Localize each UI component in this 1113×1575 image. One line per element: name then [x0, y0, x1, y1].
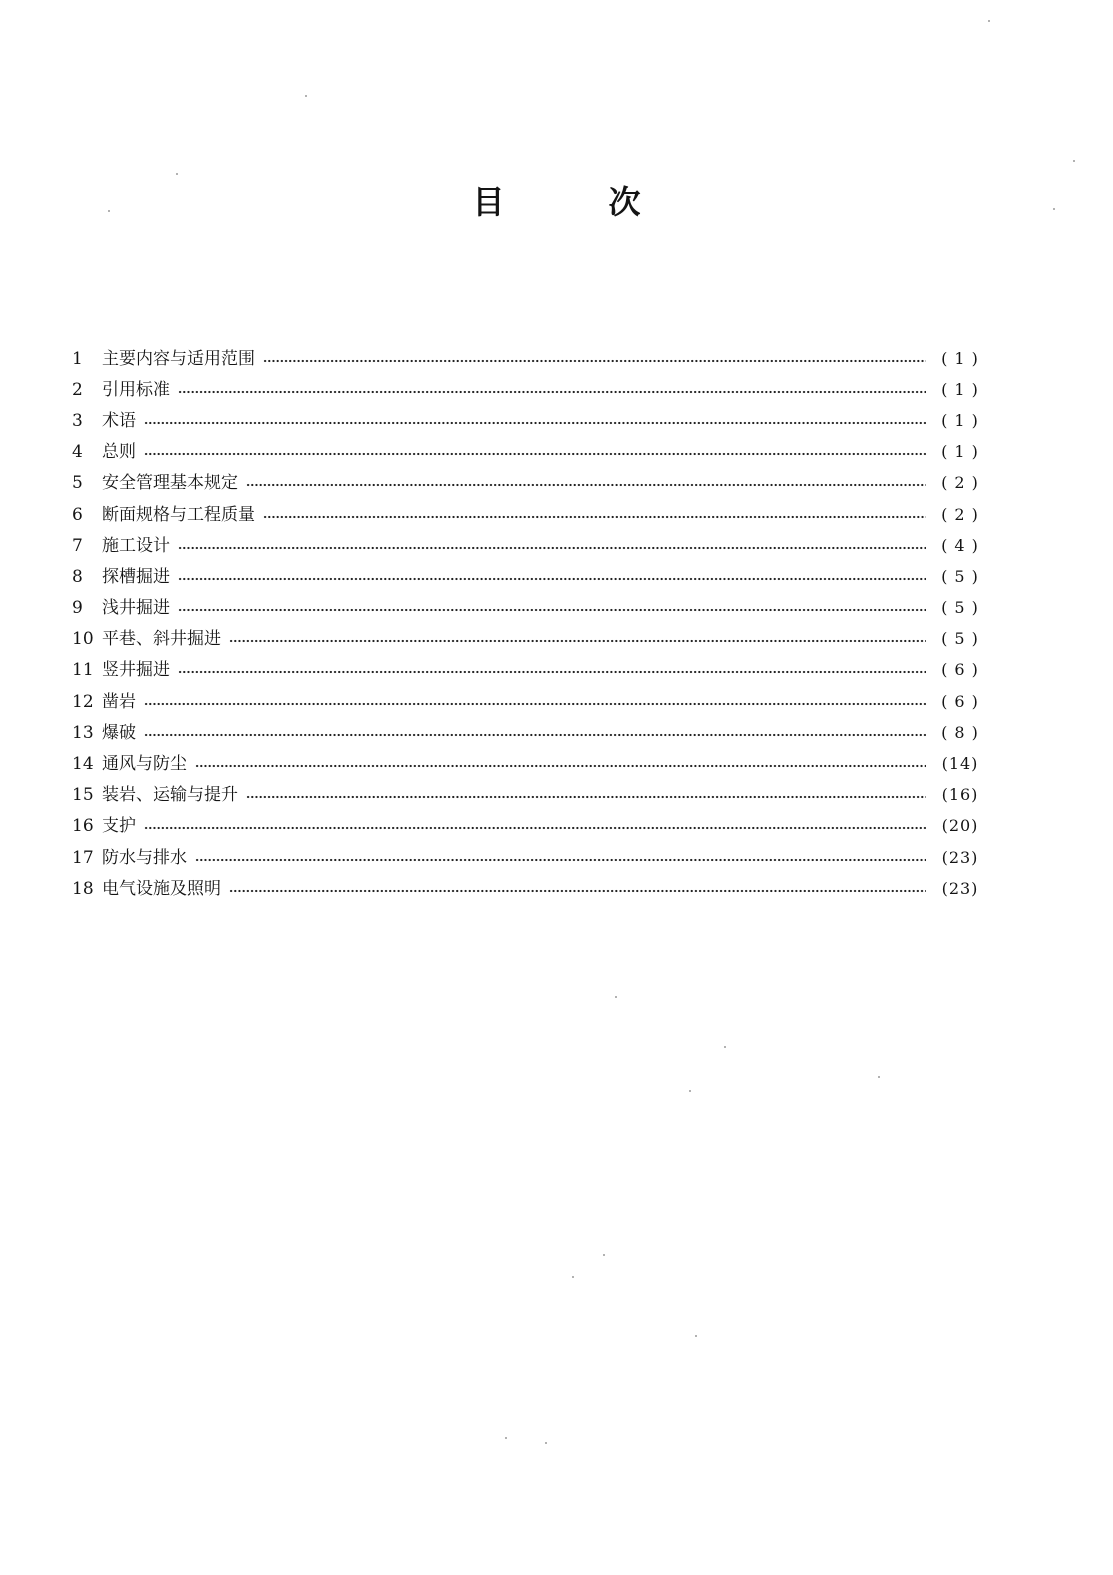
toc-entry-number: 1: [72, 348, 83, 369]
toc-entry-page: (23): [941, 847, 979, 867]
toc-dot-leader: [195, 764, 926, 768]
toc-entry-number: 12: [72, 691, 94, 712]
toc-entry[interactable]: [72, 873, 988, 904]
toc-dot-leader: [144, 702, 926, 706]
toc-entry-number: 17: [72, 847, 94, 868]
toc-entry[interactable]: [72, 811, 988, 842]
toc-entry[interactable]: [72, 468, 988, 499]
toc-entry-title: 总则: [102, 442, 136, 463]
toc-entry-title: 安全管理基本规定: [102, 473, 238, 494]
toc-dot-leader: [246, 483, 926, 487]
toc-dot-leader: [178, 577, 926, 581]
toc-entry-number: 13: [72, 722, 94, 743]
toc-entry-title: 通风与防尘: [102, 754, 187, 775]
toc-entry-page: ( 5 ): [941, 629, 979, 649]
toc-entry-title: 平巷、斜井掘进: [102, 629, 221, 650]
toc-entry-number: 3: [72, 410, 83, 431]
scan-speck: [572, 1276, 574, 1278]
toc-entry-number: 8: [72, 566, 83, 587]
title-char-2: 次: [608, 183, 641, 221]
scan-speck: [724, 1046, 726, 1048]
scan-speck: [305, 95, 307, 97]
toc-dot-leader: [263, 359, 926, 363]
toc-entry-title: 施工设计: [102, 535, 170, 556]
toc-entry[interactable]: [72, 842, 988, 873]
toc-entry[interactable]: [72, 561, 988, 592]
toc-entry[interactable]: [72, 655, 988, 686]
toc-entry-page: (16): [941, 785, 979, 805]
page-title: [0, 182, 1113, 222]
toc-entry-page: ( 8 ): [941, 722, 979, 742]
toc-entry-number: 10: [72, 629, 94, 650]
toc-entry-page: ( 1 ): [941, 442, 979, 462]
toc-entry-number: 2: [72, 379, 83, 400]
toc-entry[interactable]: [72, 405, 988, 436]
toc-dot-leader: [178, 546, 926, 550]
toc-entry-number: 16: [72, 816, 94, 837]
toc-entry-page: (14): [941, 754, 979, 774]
toc-dot-leader: [144, 826, 926, 830]
toc-dot-leader: [178, 608, 926, 612]
toc-entry-page: (23): [941, 878, 979, 898]
toc-entry-title: 防水与排水: [102, 847, 187, 868]
toc-entry-title: 探槽掘进: [102, 566, 170, 587]
toc-entry-number: 15: [72, 785, 94, 806]
toc-entry-title: 浅井掘进: [102, 598, 170, 619]
scan-speck: [1073, 160, 1075, 162]
toc-dot-leader: [229, 639, 926, 643]
toc-dot-leader: [178, 670, 926, 674]
toc-entry[interactable]: [72, 530, 988, 561]
toc-dot-leader: [263, 515, 926, 519]
scan-speck: [545, 1442, 547, 1444]
scan-speck: [1053, 208, 1055, 210]
toc-dot-leader: [144, 421, 926, 425]
toc-entry-title: 引用标准: [102, 379, 170, 400]
toc-entry[interactable]: [72, 780, 988, 811]
toc-dot-leader: [178, 390, 926, 394]
toc-entry-page: ( 1 ): [941, 348, 979, 368]
toc-entry-number: 5: [72, 473, 83, 494]
toc-entry-page: ( 1 ): [941, 379, 979, 399]
toc-entry-page: ( 4 ): [941, 535, 979, 555]
title-char-1: 目: [472, 183, 505, 221]
toc-entry-title: 装岩、运输与提升: [102, 785, 238, 806]
toc-entry-number: 4: [72, 442, 83, 463]
scan-speck: [615, 996, 617, 998]
toc-dot-leader: [195, 858, 926, 862]
toc-entry-number: 6: [72, 504, 83, 525]
toc-entry-title: 电气设施及照明: [102, 878, 221, 899]
toc-entry-number: 7: [72, 535, 83, 556]
toc-entry-title: 断面规格与工程质量: [102, 504, 255, 525]
toc-entry-page: ( 5 ): [941, 566, 979, 586]
toc-entry-page: ( 6 ): [941, 660, 979, 680]
scan-speck: [603, 1254, 605, 1256]
toc-entry-page: ( 5 ): [941, 598, 979, 618]
toc-dot-leader: [144, 452, 926, 456]
toc-dot-leader: [144, 733, 926, 737]
toc-entry[interactable]: [72, 686, 988, 717]
scan-speck: [988, 20, 990, 22]
toc-entry-number: 11: [72, 660, 94, 681]
toc-entry-number: 14: [72, 754, 94, 775]
toc-entry[interactable]: [72, 374, 988, 405]
toc-entry-page: ( 1 ): [941, 410, 979, 430]
toc-entry[interactable]: [72, 593, 988, 624]
toc-dot-leader: [229, 889, 926, 893]
toc-entry-page: ( 2 ): [941, 504, 979, 524]
toc-entry-title: 竖井掘进: [102, 660, 170, 681]
toc-entry-page: ( 2 ): [941, 473, 979, 493]
toc-entry[interactable]: [72, 748, 988, 779]
scan-speck: [108, 210, 110, 212]
toc-entry-number: 9: [72, 598, 83, 619]
toc-entry-page: ( 6 ): [941, 691, 979, 711]
toc-entry-title: 主要内容与适用范围: [102, 348, 255, 369]
toc-entry[interactable]: [72, 624, 988, 655]
scan-speck: [695, 1335, 697, 1337]
scan-speck: [176, 173, 178, 175]
toc-entry-page: (20): [941, 816, 979, 836]
toc-entry-title: 支护: [102, 816, 136, 837]
table-of-contents: [72, 343, 988, 904]
toc-entry-title: 凿岩: [102, 691, 136, 712]
toc-dot-leader: [246, 795, 926, 799]
toc-entry[interactable]: [72, 717, 988, 748]
toc-entry[interactable]: [72, 343, 988, 374]
toc-entry-number: 18: [72, 878, 94, 899]
scan-speck: [689, 1090, 691, 1092]
toc-entry[interactable]: [72, 437, 988, 468]
scan-speck: [505, 1437, 507, 1439]
scan-speck: [878, 1076, 880, 1078]
toc-entry-title: 术语: [102, 410, 136, 431]
toc-entry-title: 爆破: [102, 722, 136, 743]
toc-entry[interactable]: [72, 499, 988, 530]
